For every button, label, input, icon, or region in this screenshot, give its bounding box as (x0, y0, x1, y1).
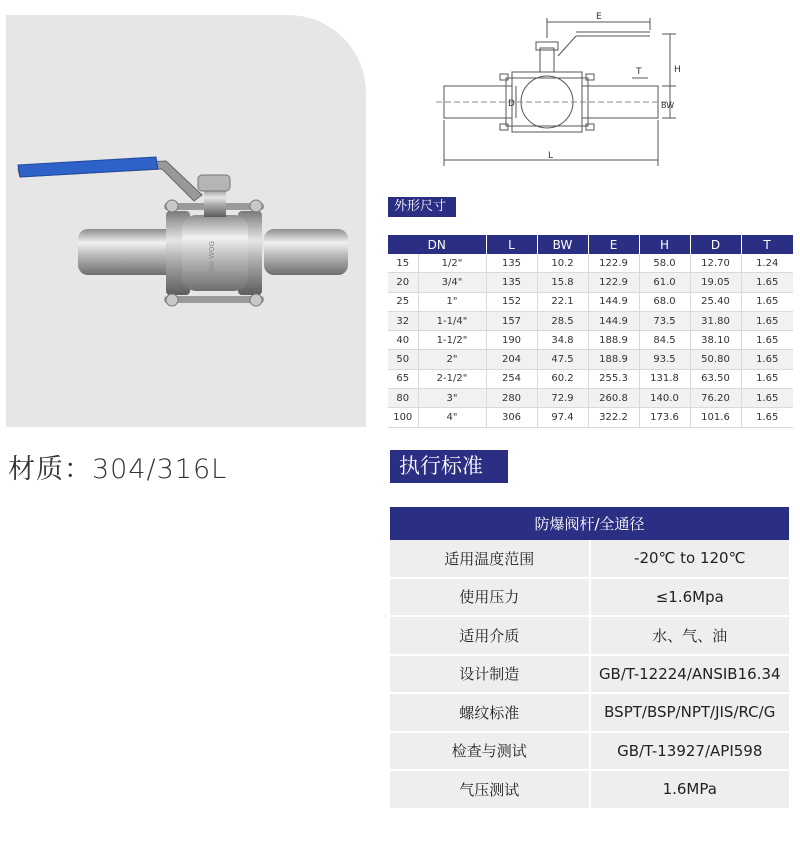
table-row (388, 331, 793, 350)
table-cell: 1-1/2" (418, 331, 486, 350)
table-row (388, 369, 793, 388)
right-pipe (264, 229, 348, 275)
standards-value: BSPT/BSP/NPT/JIS/RC/G (590, 693, 790, 732)
table-cell: 19.05 (690, 273, 741, 292)
table-cell: 1.65 (741, 273, 793, 292)
header-bw: BW (537, 235, 588, 254)
table-cell: 190 (486, 331, 537, 350)
left-pipe (78, 229, 178, 275)
table-row (388, 254, 793, 273)
standards-value: -20℃ to 120℃ (590, 540, 790, 578)
dimensions-table (388, 235, 794, 428)
table-cell: 101.6 (690, 408, 741, 427)
table-row (388, 389, 793, 408)
table-row (388, 350, 793, 369)
table-cell: 76.20 (690, 389, 741, 408)
table-cell: 144.9 (588, 311, 639, 330)
blue-handle-grip (18, 157, 158, 177)
table-cell: 93.5 (639, 350, 690, 369)
table-cell: 38.10 (690, 331, 741, 350)
table-cell: 135 (486, 254, 537, 273)
table-row (388, 273, 793, 292)
standards-label: 螺纹标准 (390, 693, 590, 732)
table-cell: 1.24 (741, 254, 793, 273)
table-cell: 1.65 (741, 331, 793, 350)
header-h: H (639, 235, 690, 254)
table-cell: 188.9 (588, 350, 639, 369)
table-cell: 73.5 (639, 311, 690, 330)
standards-label: 适用温度范围 (390, 540, 590, 578)
standards-label: 气压测试 (390, 770, 590, 809)
table-cell: 280 (486, 389, 537, 408)
table-cell: 50 (388, 350, 418, 369)
standards-label: 检查与测试 (390, 732, 590, 771)
table-cell: 1.65 (741, 389, 793, 408)
table-cell: 1.65 (741, 408, 793, 427)
header-e: E (588, 235, 639, 254)
table-row (388, 408, 793, 427)
standards-label: 使用压力 (390, 578, 590, 617)
table-cell: 1.65 (741, 292, 793, 311)
table-cell: 157 (486, 311, 537, 330)
table-cell: 31.80 (690, 311, 741, 330)
table-cell: 3" (418, 389, 486, 408)
dim-label-h: H (674, 65, 681, 75)
table-cell: 100 (388, 408, 418, 427)
table-cell: 255.3 (588, 369, 639, 388)
header-d: D (690, 235, 741, 254)
table-cell: 15 (388, 254, 418, 273)
standards-value: 1.6MPa (590, 770, 790, 809)
material-label: 材质：304/316L (8, 454, 228, 485)
standards-title: 执行标准 (390, 450, 508, 483)
table-cell: 65 (388, 369, 418, 388)
standards-row (390, 616, 789, 655)
dim-label-t: T (636, 67, 642, 77)
table-cell: 63.50 (690, 369, 741, 388)
ball-valve-illustration (6, 15, 366, 427)
table-cell: 4" (418, 408, 486, 427)
table-cell: 2" (418, 350, 486, 369)
table-cell: 254 (486, 369, 537, 388)
table-cell: 135 (486, 273, 537, 292)
standards-row (390, 655, 789, 694)
product-photo (6, 15, 366, 427)
standards-row (390, 732, 789, 771)
table-row (388, 292, 793, 311)
table-cell: 61.0 (639, 273, 690, 292)
table-cell: 3/4" (418, 273, 486, 292)
standards-table (390, 507, 789, 810)
standards-row (390, 578, 789, 617)
standards-row (390, 693, 789, 732)
dim-label-bw: BW (661, 101, 675, 110)
table-cell: 204 (486, 350, 537, 369)
dim-label-d: D (508, 99, 515, 109)
table-cell: 68.0 (639, 292, 690, 311)
header-dn: DN (388, 235, 486, 254)
standards-header: 防爆阀杆/全通径 (390, 507, 789, 540)
table-cell: 322.2 (588, 408, 639, 427)
table-cell: 144.9 (588, 292, 639, 311)
header-t: T (741, 235, 793, 254)
table-cell: 260.8 (588, 389, 639, 408)
table-cell: 188.9 (588, 331, 639, 350)
standards-label: 适用介质 (390, 616, 590, 655)
table-cell: 80 (388, 389, 418, 408)
table-cell: 72.9 (537, 389, 588, 408)
table-cell: 1" (418, 292, 486, 311)
table-cell: 60.2 (537, 369, 588, 388)
header-l: L (486, 235, 537, 254)
table-cell: 58.0 (639, 254, 690, 273)
valve-dimension-drawing (436, 8, 686, 180)
table-cell: 47.5 (537, 350, 588, 369)
dimensions-header-row (388, 235, 793, 254)
table-cell: 2-1/2" (418, 369, 486, 388)
table-cell: 32 (388, 311, 418, 330)
table-cell: 1.65 (741, 350, 793, 369)
table-cell: 122.9 (588, 254, 639, 273)
table-cell: 1/2" (418, 254, 486, 273)
table-cell: 10.2 (537, 254, 588, 273)
table-cell: 1-1/4" (418, 311, 486, 330)
table-cell: 97.4 (537, 408, 588, 427)
dim-label-l: L (548, 151, 554, 161)
dim-label-e: E (596, 12, 602, 22)
standards-value: GB/T-12224/ANSIB16.34 (590, 655, 790, 694)
table-cell: 22.1 (537, 292, 588, 311)
standards-row (390, 770, 789, 809)
table-cell: 131.8 (639, 369, 690, 388)
body-marking: 1000 WOG (208, 241, 216, 279)
table-cell: 15.8 (537, 273, 588, 292)
table-cell: 34.8 (537, 331, 588, 350)
table-cell: 173.6 (639, 408, 690, 427)
table-cell: 12.70 (690, 254, 741, 273)
table-cell: 50.80 (690, 350, 741, 369)
table-cell: 25 (388, 292, 418, 311)
table-cell: 40 (388, 331, 418, 350)
standards-label: 设计制造 (390, 655, 590, 694)
table-cell: 25.40 (690, 292, 741, 311)
table-cell: 140.0 (639, 389, 690, 408)
table-cell: 28.5 (537, 311, 588, 330)
standards-value: GB/T-13927/API598 (590, 732, 790, 771)
table-cell: 122.9 (588, 273, 639, 292)
table-cell: 20 (388, 273, 418, 292)
standards-row (390, 540, 789, 578)
dimensions-title: 外形尺寸 (388, 197, 456, 217)
table-cell: 84.5 (639, 331, 690, 350)
standards-value: 水、气、油 (590, 616, 790, 655)
table-cell: 152 (486, 292, 537, 311)
standards-value: ≤1.6Mpa (590, 578, 790, 617)
table-cell: 306 (486, 408, 537, 427)
table-row (388, 311, 793, 330)
table-cell: 1.65 (741, 311, 793, 330)
table-cell: 1.65 (741, 369, 793, 388)
